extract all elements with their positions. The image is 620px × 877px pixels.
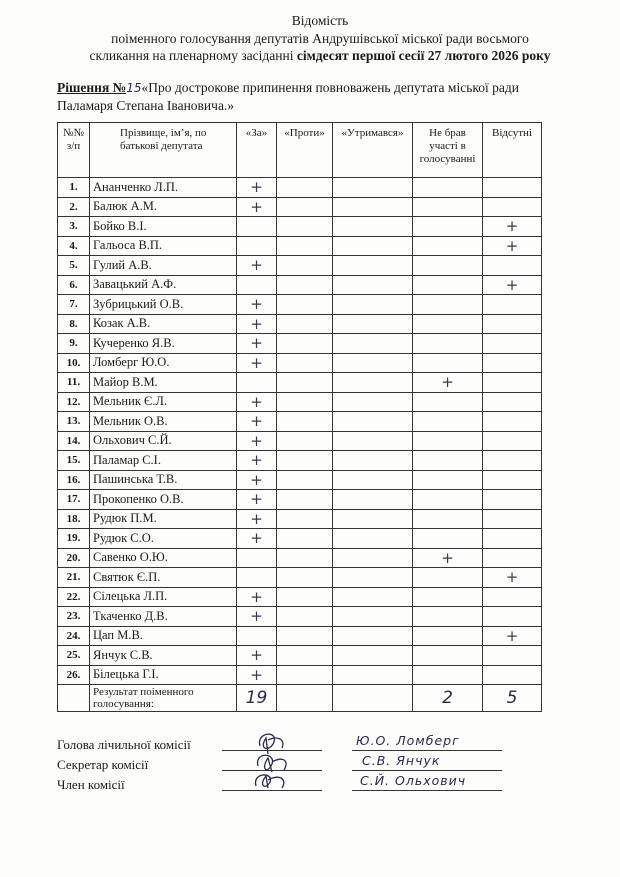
col-not-voted-header: Не брав участі в голосуванні: [413, 123, 483, 178]
result-row: [58, 685, 542, 712]
table-row: [58, 431, 542, 451]
vote-mark-not-voted: [413, 412, 483, 432]
table-row: [58, 607, 542, 627]
row-number: 12.: [58, 392, 90, 412]
vote-mark-against: [277, 256, 333, 276]
row-number: 9.: [58, 334, 90, 354]
table-row: [58, 353, 542, 373]
vote-mark-absent: [483, 334, 542, 354]
deputy-name: Козак А.В.: [90, 314, 237, 334]
col-num-header: №№ з/п: [58, 123, 90, 178]
document-subtitle: поіменного голосування депутатів Андрушівської міської ради восьмого: [111, 31, 529, 46]
vote-mark-against: [277, 587, 333, 607]
result-for: 19: [237, 685, 277, 712]
table-row: [58, 509, 542, 529]
table-row: [58, 412, 542, 432]
vote-mark-against: [277, 431, 333, 451]
vote-mark-abstain: [333, 353, 413, 373]
vote-mark-absent: [483, 646, 542, 666]
vote-mark-absent: [483, 470, 542, 490]
vote-mark-abstain: [333, 392, 413, 412]
vote-mark-for: +: [237, 353, 277, 373]
vote-mark-for: +: [237, 451, 277, 471]
col-for-header: «За»: [237, 123, 277, 178]
table-row: [58, 665, 542, 685]
vote-mark-abstain: [333, 314, 413, 334]
vote-mark-not-voted: [413, 334, 483, 354]
vote-mark-absent: +: [483, 626, 542, 646]
vote-mark-absent: [483, 295, 542, 315]
deputy-name: Янчук С.В.: [90, 646, 237, 666]
deputy-name: Зубрицький О.В.: [90, 295, 237, 315]
vote-mark-not-voted: +: [413, 373, 483, 393]
row-number: 7.: [58, 295, 90, 315]
vote-mark-against: [277, 373, 333, 393]
vote-mark-for: +: [237, 392, 277, 412]
vote-mark-against: [277, 548, 333, 568]
vote-mark-for: [237, 275, 277, 295]
vote-mark-not-voted: [413, 275, 483, 295]
session-line: [40, 47, 600, 64]
vote-mark-abstain: [333, 236, 413, 256]
vote-mark-for: [237, 217, 277, 237]
row-number: 25.: [58, 646, 90, 666]
row-number: 18.: [58, 509, 90, 529]
table-header-row: [58, 123, 542, 178]
vote-mark-not-voted: [413, 626, 483, 646]
vote-mark-not-voted: [413, 646, 483, 666]
table-row: [58, 587, 542, 607]
row-number: 16.: [58, 470, 90, 490]
vote-mark-for: +: [237, 334, 277, 354]
result-not-voted: 2: [413, 685, 483, 712]
row-number: 4.: [58, 236, 90, 256]
table-row: [58, 568, 542, 588]
vote-mark-against: [277, 236, 333, 256]
vote-mark-absent: [483, 256, 542, 276]
vote-mark-absent: +: [483, 275, 542, 295]
row-number: 13.: [58, 412, 90, 432]
table-row: [58, 178, 542, 198]
deputy-name: Завацький А.Ф.: [90, 275, 237, 295]
col-absent-header: Відсутні: [483, 123, 542, 178]
deputy-name: Гулий А.В.: [90, 256, 237, 276]
vote-mark-abstain: [333, 217, 413, 237]
vote-mark-absent: [483, 490, 542, 510]
table-row: [58, 334, 542, 354]
vote-mark-against: [277, 275, 333, 295]
voting-table: [57, 122, 542, 712]
deputy-name: Майор В.М.: [90, 373, 237, 393]
vote-mark-not-voted: [413, 431, 483, 451]
vote-mark-absent: [483, 412, 542, 432]
vote-mark-abstain: [333, 470, 413, 490]
table-row: [58, 275, 542, 295]
vote-mark-not-voted: [413, 529, 483, 549]
vote-mark-against: [277, 217, 333, 237]
row-number: 8.: [58, 314, 90, 334]
vote-mark-against: [277, 665, 333, 685]
table-row: [58, 470, 542, 490]
vote-mark-not-voted: [413, 509, 483, 529]
vote-mark-against: [277, 178, 333, 198]
vote-mark-abstain: [333, 509, 413, 529]
vote-mark-for: +: [237, 412, 277, 432]
vote-mark-abstain: [333, 646, 413, 666]
vote-mark-against: [277, 197, 333, 217]
deputy-name: Ткаченко Д.В.: [90, 607, 237, 627]
member-label: Член комісії: [57, 777, 125, 792]
deputy-name: Мельник Є.Л.: [90, 392, 237, 412]
vote-mark-against: [277, 314, 333, 334]
vote-mark-absent: [483, 587, 542, 607]
result-label: Результат поіменного голосування:: [90, 685, 237, 712]
vote-mark-absent: +: [483, 236, 542, 256]
row-number: 17.: [58, 490, 90, 510]
vote-mark-not-voted: +: [413, 548, 483, 568]
col-name-header: Прізвище, ім’я, по батькові депутата: [90, 123, 237, 178]
vote-mark-abstain: [333, 431, 413, 451]
session-prefix: скликання на пленарному засіданні: [89, 48, 297, 63]
table-row: [58, 490, 542, 510]
vote-mark-absent: [483, 353, 542, 373]
vote-mark-for: +: [237, 197, 277, 217]
vote-mark-not-voted: [413, 314, 483, 334]
vote-mark-absent: +: [483, 568, 542, 588]
vote-mark-for: +: [237, 529, 277, 549]
vote-mark-against: [277, 626, 333, 646]
vote-mark-for: +: [237, 490, 277, 510]
vote-mark-absent: +: [483, 217, 542, 237]
secretary-label: Секретар комісії: [57, 757, 149, 772]
vote-mark-for: +: [237, 607, 277, 627]
vote-mark-against: [277, 353, 333, 373]
table-row: [58, 373, 542, 393]
member-name: С.Й. Ольхович: [360, 773, 467, 788]
vote-mark-absent: [483, 392, 542, 412]
vote-mark-abstain: [333, 626, 413, 646]
row-number: 26.: [58, 665, 90, 685]
row-number: 19.: [58, 529, 90, 549]
vote-mark-abstain: [333, 607, 413, 627]
vote-mark-against: [277, 295, 333, 315]
vote-mark-absent: [483, 451, 542, 471]
vote-mark-not-voted: [413, 607, 483, 627]
vote-mark-not-voted: [413, 451, 483, 471]
vote-mark-against: [277, 412, 333, 432]
deputy-name: Рудюк С.О.: [90, 529, 237, 549]
row-number: 3.: [58, 217, 90, 237]
row-number: 15.: [58, 451, 90, 471]
vote-mark-for: [237, 626, 277, 646]
vote-mark-not-voted: [413, 178, 483, 198]
decision-block: [57, 79, 597, 114]
deputy-name: Паламар С.І.: [90, 451, 237, 471]
vote-mark-abstain: [333, 568, 413, 588]
col-abstain-header: «Утримався»: [333, 123, 413, 178]
vote-mark-against: [277, 529, 333, 549]
row-number: 11.: [58, 373, 90, 393]
deputy-name: Сілецька Л.П.: [90, 587, 237, 607]
vote-mark-abstain: [333, 295, 413, 315]
deputy-name: Мельник О.В.: [90, 412, 237, 432]
vote-mark-not-voted: [413, 568, 483, 588]
deputy-name: Ольхович С.Й.: [90, 431, 237, 451]
vote-mark-against: [277, 451, 333, 471]
vote-mark-abstain: [333, 665, 413, 685]
vote-mark-for: +: [237, 665, 277, 685]
vote-mark-not-voted: [413, 295, 483, 315]
vote-mark-not-voted: [413, 256, 483, 276]
vote-mark-for: +: [237, 295, 277, 315]
vote-mark-for: [237, 236, 277, 256]
vote-mark-for: +: [237, 509, 277, 529]
row-number: 20.: [58, 548, 90, 568]
vote-mark-not-voted: [413, 665, 483, 685]
vote-mark-abstain: [333, 275, 413, 295]
vote-mark-against: [277, 509, 333, 529]
vote-mark-abstain: [333, 412, 413, 432]
vote-mark-absent: [483, 314, 542, 334]
vote-mark-abstain: [333, 451, 413, 471]
vote-mark-absent: [483, 529, 542, 549]
row-number: 2.: [58, 197, 90, 217]
vote-mark-against: [277, 607, 333, 627]
deputy-name: Кучеренко Я.В.: [90, 334, 237, 354]
vote-mark-against: [277, 490, 333, 510]
vote-mark-against: [277, 646, 333, 666]
vote-mark-absent: [483, 178, 542, 198]
chair-name: Ю.О. Ломберг: [356, 733, 460, 748]
deputy-name: Савенко О.Ю.: [90, 548, 237, 568]
vote-mark-not-voted: [413, 236, 483, 256]
row-number: 23.: [58, 607, 90, 627]
deputy-name: Рудюк П.М.: [90, 509, 237, 529]
table-row: [58, 548, 542, 568]
vote-mark-abstain: [333, 490, 413, 510]
table-row: [58, 236, 542, 256]
row-number: 1.: [58, 178, 90, 198]
table-row: [58, 217, 542, 237]
deputy-name: Пашинська Т.В.: [90, 470, 237, 490]
result-against: [277, 685, 333, 712]
row-number: 21.: [58, 568, 90, 588]
result-abstain: [333, 685, 413, 712]
vote-mark-abstain: [333, 197, 413, 217]
vote-mark-for: +: [237, 256, 277, 276]
vote-mark-absent: [483, 607, 542, 627]
vote-mark-not-voted: [413, 587, 483, 607]
vote-mark-absent: [483, 548, 542, 568]
vote-mark-abstain: [333, 256, 413, 276]
deputy-name: Балюк А.М.: [90, 197, 237, 217]
deputy-name: Святюк Є.П.: [90, 568, 237, 588]
row-number: 5.: [58, 256, 90, 276]
col-against-header: «Проти»: [277, 123, 333, 178]
vote-mark-abstain: [333, 334, 413, 354]
deputy-name: Гальоса В.П.: [90, 236, 237, 256]
vote-mark-absent: [483, 665, 542, 685]
secretary-name: С.В. Янчук: [362, 753, 441, 768]
vote-mark-abstain: [333, 373, 413, 393]
deputy-name: Ананченко Л.П.: [90, 178, 237, 198]
row-number: 6.: [58, 275, 90, 295]
vote-mark-for: [237, 548, 277, 568]
vote-mark-not-voted: [413, 353, 483, 373]
vote-mark-abstain: [333, 548, 413, 568]
vote-mark-abstain: [333, 587, 413, 607]
vote-mark-not-voted: [413, 470, 483, 490]
decision-text-2: Паламаря Степана Івановича.»: [57, 98, 235, 113]
vote-mark-against: [277, 334, 333, 354]
decision-label: Рішення №: [57, 80, 127, 95]
vote-mark-not-voted: [413, 490, 483, 510]
vote-mark-against: [277, 568, 333, 588]
document-title: Відомість: [291, 13, 349, 28]
vote-mark-absent: [483, 431, 542, 451]
vote-mark-abstain: [333, 529, 413, 549]
vote-mark-not-voted: [413, 217, 483, 237]
row-number: 22.: [58, 587, 90, 607]
result-empty-cell: [58, 685, 90, 712]
table-row: [58, 314, 542, 334]
deputy-name: Ломберг Ю.О.: [90, 353, 237, 373]
vote-mark-for: +: [237, 646, 277, 666]
decision-number: 15: [126, 81, 142, 95]
vote-mark-abstain: [333, 178, 413, 198]
vote-mark-absent: [483, 197, 542, 217]
table-row: [58, 451, 542, 471]
vote-mark-absent: [483, 373, 542, 393]
vote-mark-for: [237, 568, 277, 588]
vote-mark-for: +: [237, 178, 277, 198]
vote-mark-for: +: [237, 587, 277, 607]
vote-mark-for: +: [237, 431, 277, 451]
row-number: 14.: [58, 431, 90, 451]
deputy-name: Цап М.В.: [90, 626, 237, 646]
deputy-name: Бойко В.І.: [90, 217, 237, 237]
signature-scribbles-icon: [238, 726, 308, 792]
table-row: [58, 295, 542, 315]
deputy-name: Білецька Г.І.: [90, 665, 237, 685]
vote-mark-against: [277, 392, 333, 412]
vote-mark-not-voted: [413, 392, 483, 412]
table-row: [58, 197, 542, 217]
table-row: [58, 626, 542, 646]
vote-mark-for: [237, 373, 277, 393]
vote-mark-absent: [483, 509, 542, 529]
vote-mark-for: +: [237, 314, 277, 334]
table-row: [58, 256, 542, 276]
session-date: сімдесят першої сесії 27 лютого 2026 року: [296, 48, 551, 63]
table-row: [58, 392, 542, 412]
row-number: 10.: [58, 353, 90, 373]
result-absent: 5: [483, 685, 542, 712]
chair-label: Голова лічильної комісії: [57, 737, 191, 752]
vote-mark-not-voted: [413, 197, 483, 217]
vote-mark-against: [277, 470, 333, 490]
table-body: [58, 178, 542, 685]
table-row: [58, 646, 542, 666]
decision-text-1: «Про дострокове припинення повноважень депутата міської ради: [141, 80, 519, 95]
row-number: 24.: [58, 626, 90, 646]
vote-mark-for: +: [237, 470, 277, 490]
table-row: [58, 529, 542, 549]
deputy-name: Прокопенко О.В.: [90, 490, 237, 510]
